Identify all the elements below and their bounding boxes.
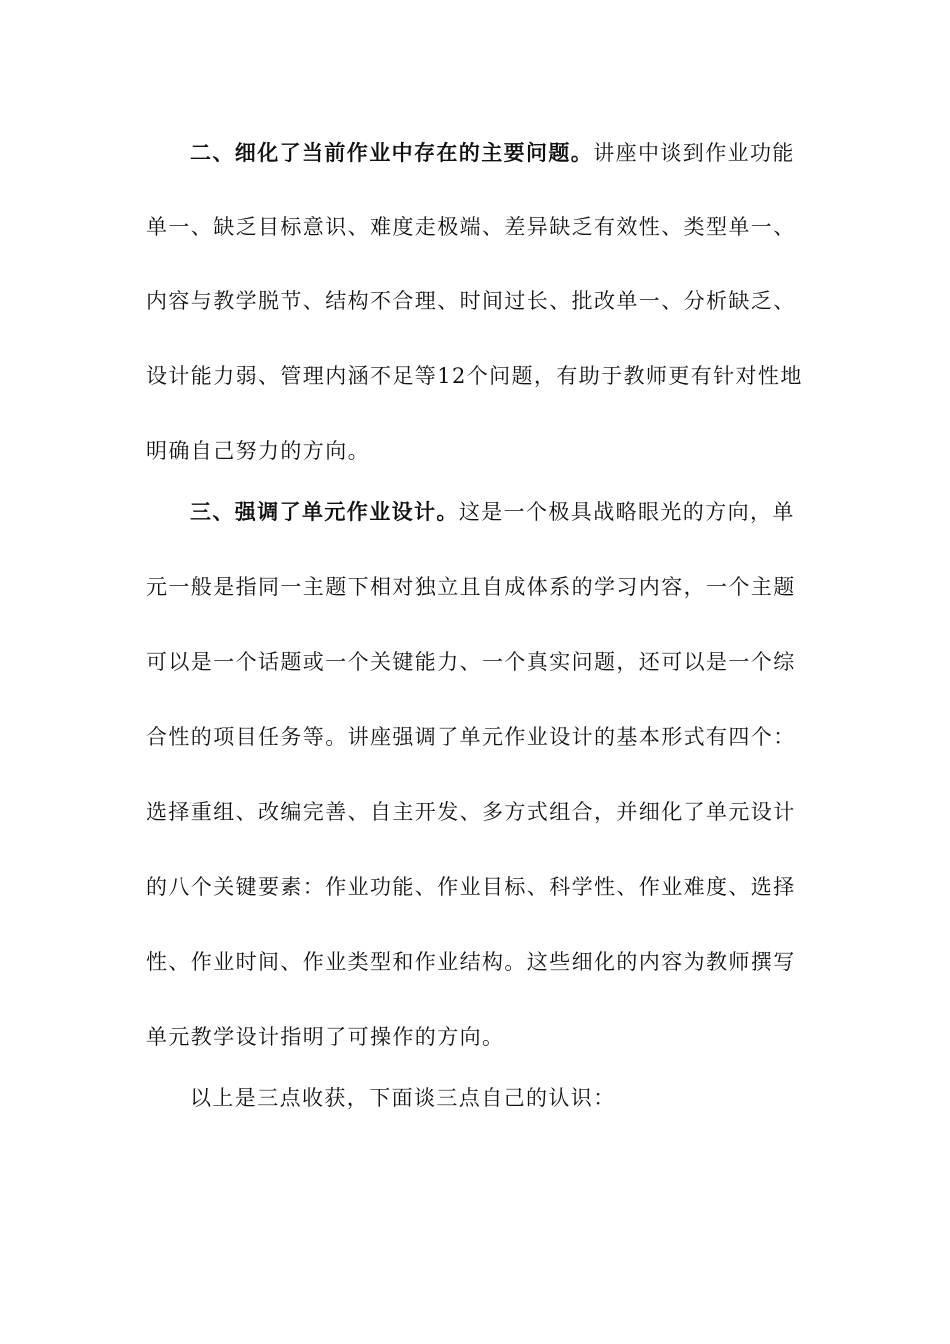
paragraph-3-heading: 三、强调了单元作业设计。 (190, 499, 459, 524)
paragraph-2-line-5: 明确自己努力的方向。 (146, 439, 370, 463)
paragraph-2-text: 讲座中谈到作业功能 (593, 141, 795, 165)
paragraph-2-heading: 二、细化了当前作业中存在的主要问题。 (190, 140, 594, 165)
paragraph-2-line-1 (190, 138, 795, 168)
summary-line: 以上是三点收获，下面谈三点自己的认识： (190, 1086, 616, 1110)
paragraph-3-line-2: 元一般是指同一主题下相对独立且自成体系的学习内容，一个主题 (146, 575, 796, 599)
paragraph-3-line-3: 可以是一个话题或一个关键能力、一个真实问题，还可以是一个综 (146, 650, 796, 674)
paragraph-3-line-1 (190, 497, 795, 527)
paragraph-3-line-4: 合性的项目任务等。讲座强调了单元作业设计的基本形式有四个： (146, 725, 796, 749)
paragraph-3-text: 这是一个极具战略眼光的方向，单 (458, 500, 795, 524)
paragraph-2-line-3: 内容与教学脱节、结构不合理、时间过长、批改单一、分析缺乏、 (146, 289, 796, 313)
paragraph-3-line-8: 单元教学设计指明了可操作的方向。 (146, 1025, 505, 1049)
paragraph-2-line-4: 设计能力弱、管理内涵不足等12个问题，有助于教师更有针对性地 (146, 364, 803, 388)
paragraph-3-line-6: 的八个关键要素：作业功能、作业目标、科学性、作业难度、选择 (146, 875, 796, 899)
paragraph-3-line-5: 选择重组、改编完善、自主开发、多方式组合，并细化了单元设计 (146, 800, 796, 824)
paragraph-2-line-2: 单一、缺乏目标意识、难度走极端、差异缺乏有效性、类型单一、 (146, 215, 796, 239)
paragraph-3-line-7: 性、作业时间、作业类型和作业结构。这些细化的内容为教师撰写 (146, 950, 796, 974)
